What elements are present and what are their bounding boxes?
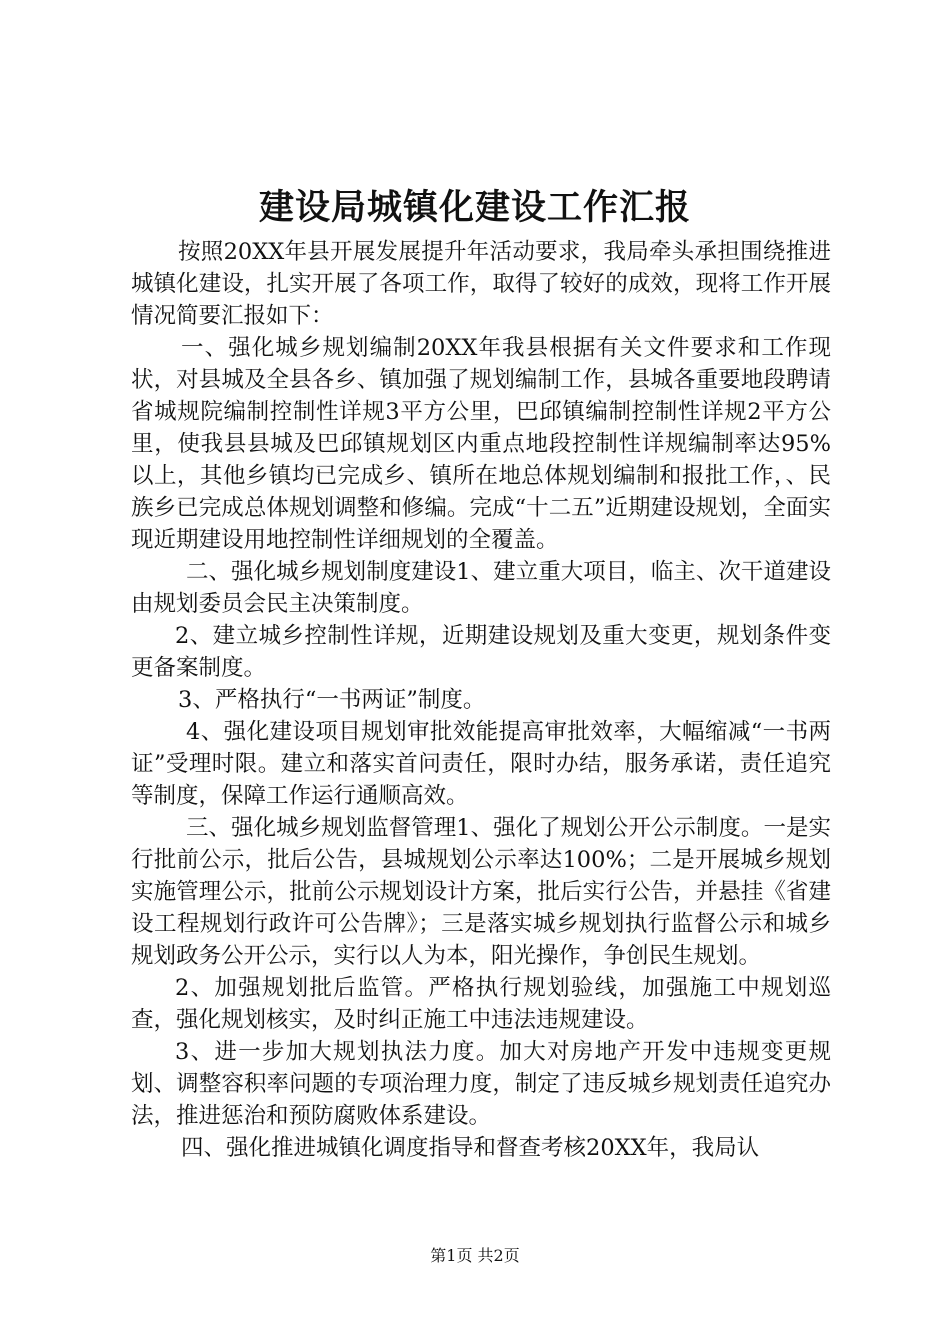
document-body [131,236,831,1164]
paragraph-section-2-item-2: 2、建立城乡控制性详规，近期建设规划及重大变更，规划条件变更备案制度。 [131,623,831,681]
paragraph-intro: 按照20XX年县开展发展提升年活动要求，我局牵头承担围绕推进城镇化建设，扎实开展了各项工作，取得了较好的成效，现将工作开展情况简要汇报如下： [131,239,831,329]
paragraph-section-2-item-3: 3、严格执行“一书两证”制度。 [178,687,486,713]
paragraph-section-4: 四、强化推进城镇化调度指导和督查考核20XX年，我局认 [181,1135,760,1161]
paragraph-section-3-item-3: 3、进一步加大规划执法力度。加大对房地产开发中违规变更规划、调整容积率问题的专项治理力度，制定了违反城乡规划责任追究办法，推进惩治和预防腐败体系建设。 [131,1039,831,1129]
document-title: 建设局城镇化建设工作汇报 [258,187,691,228]
paragraph-section-1: 一、强化城乡规划编制20XX年我县根据有关文件要求和工作现状，对县城及全县各乡、镇加强了规划编制工作，县城各重要地段聘请省城规院编制控制性详规3平方公里，巴邱镇编制控制性详规2平方公里，使我县县城及巴邱镇规划区内重点地段控制性详规编制率达95%以上，其他乡镇均已完成乡、镇所在地总体规划编制和报批工作，、民族乡已完成总体规划调整和修编。完成“十二五”近期建设规划，全面实现近期建设用地控制性详细规划的全覆盖。 [131,335,831,553]
paragraph-section-2-item-4: 4、强化建设项目规划审批效能提高审批效率，大幅缩减“一书两证”受理时限。建立和落实首问责任，限时办结，服务承诺，责任追究等制度，保障工作运行通顺高效。 [131,719,831,809]
paragraph-section-2: 二、强化城乡规划制度建设1、建立重大项目，临主、次干道建设由规划委员会民主决策制度。 [131,559,831,617]
paragraph-section-3: 三、强化城乡规划监督管理1、强化了规划公开公示制度。一是实行批前公示，批后公告，县城规划公示率达100%；二是开展城乡规划实施管理公示，批前公示规划设计方案，批后实行公告，并悬挂《省建设工程规划行政许可公告牌》；三是落实城乡规划执行监督公示和城乡规划政务公开公示，实行以人为本，阳光操作，争创民生规划。 [131,815,831,969]
page-number: 第1页 共2页 [430,1246,520,1265]
paragraph-section-3-item-2: 2、加强规划批后监管。严格执行规划验线，加强施工中规划巡查，强化规划核实，及时纠正施工中违法违规建设。 [131,975,831,1033]
